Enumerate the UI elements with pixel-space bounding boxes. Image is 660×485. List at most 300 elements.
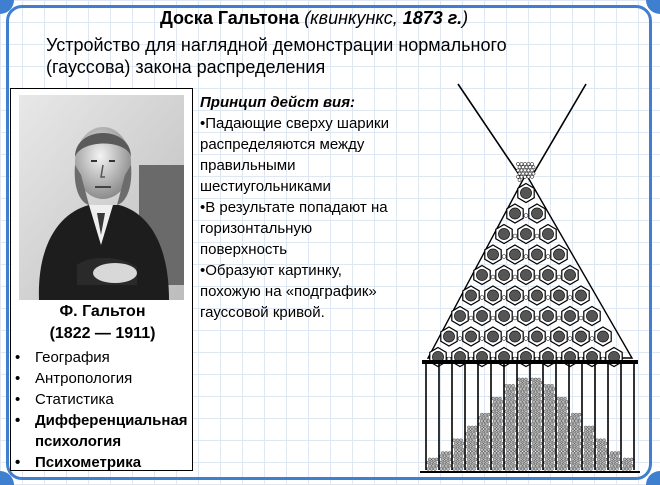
ball xyxy=(565,448,568,451)
ball xyxy=(519,381,522,384)
ball xyxy=(487,458,490,461)
ball xyxy=(584,426,587,429)
ball xyxy=(531,378,534,381)
ball xyxy=(453,445,456,448)
ball xyxy=(551,404,554,407)
hexagon-peg-fill xyxy=(553,331,564,342)
ball xyxy=(443,468,446,471)
ball xyxy=(447,455,450,458)
ball xyxy=(453,455,456,458)
ball xyxy=(596,445,599,448)
ball xyxy=(521,439,524,442)
ball xyxy=(479,439,482,442)
person-name: Ф. Гальтон xyxy=(59,303,146,320)
ball xyxy=(532,436,535,439)
ball xyxy=(590,432,593,435)
ball xyxy=(534,423,537,426)
ball xyxy=(557,445,560,448)
ball xyxy=(523,458,526,461)
ball xyxy=(590,455,593,458)
ball xyxy=(564,423,567,426)
ball xyxy=(560,397,563,400)
ball xyxy=(508,432,511,435)
ball xyxy=(430,461,433,464)
ball xyxy=(493,452,496,455)
ball xyxy=(506,394,509,397)
ball xyxy=(495,432,498,435)
ball xyxy=(578,442,581,445)
ball xyxy=(521,416,524,419)
ball xyxy=(558,426,561,429)
ball xyxy=(491,275,495,279)
ball xyxy=(571,458,574,461)
ball xyxy=(471,464,474,467)
ball xyxy=(461,464,464,467)
ball xyxy=(538,397,541,400)
ball xyxy=(513,448,516,451)
ball xyxy=(453,461,456,464)
ball xyxy=(458,448,461,451)
hexagon-peg-fill xyxy=(575,290,586,301)
ball xyxy=(531,461,534,464)
ball xyxy=(557,416,560,419)
ball xyxy=(480,413,483,416)
ball xyxy=(538,404,541,407)
ball xyxy=(575,426,578,429)
ball xyxy=(546,296,550,300)
ball xyxy=(456,455,459,458)
ball xyxy=(516,162,519,165)
ball xyxy=(526,426,529,429)
ball xyxy=(549,442,552,445)
ball xyxy=(577,455,580,458)
ball xyxy=(570,416,573,419)
ball xyxy=(510,388,513,391)
ball xyxy=(482,468,485,471)
ball xyxy=(521,468,524,471)
ball xyxy=(510,452,513,455)
ball xyxy=(510,464,513,467)
ball xyxy=(558,452,561,455)
ball xyxy=(467,448,470,451)
ball xyxy=(532,381,535,384)
ball xyxy=(549,420,552,423)
ball xyxy=(523,413,526,416)
ball xyxy=(482,416,485,419)
ball xyxy=(525,423,528,426)
ball xyxy=(505,416,508,419)
ball xyxy=(506,464,509,467)
ball xyxy=(484,413,487,416)
ball xyxy=(578,420,581,423)
ball xyxy=(536,452,539,455)
ball xyxy=(558,400,561,403)
hexagon-peg-fill xyxy=(487,290,498,301)
ball xyxy=(497,420,500,423)
ball xyxy=(573,461,576,464)
ball xyxy=(575,442,578,445)
ball xyxy=(497,436,500,439)
ball xyxy=(551,439,554,442)
ball xyxy=(575,452,578,455)
ball xyxy=(622,468,625,471)
ball xyxy=(525,378,528,381)
ball xyxy=(536,442,539,445)
ball xyxy=(492,468,495,471)
ball xyxy=(599,445,602,448)
ball xyxy=(549,448,552,451)
ball xyxy=(506,442,509,445)
ball xyxy=(547,439,550,442)
ball xyxy=(471,426,474,429)
ball xyxy=(544,468,547,471)
ball xyxy=(565,400,568,403)
ball xyxy=(493,429,496,432)
ball xyxy=(467,442,470,445)
ball xyxy=(623,458,626,461)
ball xyxy=(588,452,591,455)
ball xyxy=(575,420,578,423)
ball xyxy=(570,455,573,458)
ball xyxy=(545,429,548,432)
ball xyxy=(536,394,539,397)
ball xyxy=(428,464,431,467)
ball xyxy=(583,455,586,458)
ball xyxy=(562,458,565,461)
ball xyxy=(591,448,594,451)
ball xyxy=(584,442,587,445)
ball xyxy=(525,439,528,442)
hexagon-peg-fill xyxy=(542,310,553,321)
ball xyxy=(591,452,594,455)
ball xyxy=(482,423,485,426)
ball xyxy=(532,394,535,397)
ball xyxy=(508,445,511,448)
ball xyxy=(545,388,548,391)
ball xyxy=(526,448,529,451)
ball xyxy=(544,439,547,442)
ball xyxy=(532,458,535,461)
ball xyxy=(505,461,508,464)
ball xyxy=(552,429,555,432)
ball xyxy=(500,400,503,403)
ball xyxy=(499,445,502,448)
ball xyxy=(565,458,568,461)
ball xyxy=(588,436,591,439)
ball xyxy=(558,448,561,451)
ball xyxy=(562,420,565,423)
ball xyxy=(497,448,500,451)
ball xyxy=(590,445,593,448)
ball xyxy=(536,426,539,429)
ball xyxy=(577,468,580,471)
ball xyxy=(448,464,451,467)
ball xyxy=(512,432,515,435)
ball xyxy=(441,464,444,467)
ball xyxy=(570,439,573,442)
ball xyxy=(508,455,511,458)
ball xyxy=(577,423,580,426)
ball xyxy=(506,420,509,423)
ball xyxy=(521,432,524,435)
hexagon-peg-fill xyxy=(597,331,608,342)
field-item: • География xyxy=(11,347,194,368)
ball xyxy=(557,275,561,279)
ball xyxy=(523,442,526,445)
ball xyxy=(474,426,477,429)
ball xyxy=(564,445,567,448)
ball xyxy=(454,442,457,445)
ball xyxy=(531,423,534,426)
ball xyxy=(610,452,613,455)
ball xyxy=(524,214,528,218)
ball xyxy=(512,416,515,419)
ball xyxy=(497,464,500,467)
ball xyxy=(513,458,516,461)
ball xyxy=(532,464,535,467)
ball xyxy=(484,448,487,451)
ball xyxy=(518,404,521,407)
ball xyxy=(512,391,515,394)
ball xyxy=(499,416,502,419)
ball xyxy=(575,429,578,432)
ball xyxy=(545,452,548,455)
ball xyxy=(505,391,508,394)
ball xyxy=(528,166,531,169)
ball xyxy=(508,404,511,407)
ball xyxy=(479,461,482,464)
ball xyxy=(590,439,593,442)
ball xyxy=(599,468,602,471)
ball xyxy=(578,429,581,432)
ball xyxy=(539,426,542,429)
hexagon-peg-fill xyxy=(553,249,564,260)
ball xyxy=(492,397,495,400)
ball xyxy=(531,416,534,419)
ball xyxy=(551,432,554,435)
ball xyxy=(603,439,606,442)
ball xyxy=(596,439,599,442)
ball xyxy=(523,452,526,455)
ball xyxy=(601,448,604,451)
ball xyxy=(520,162,523,165)
ball xyxy=(616,461,619,464)
ball xyxy=(495,468,498,471)
ball xyxy=(552,400,555,403)
ball xyxy=(596,455,599,458)
ball xyxy=(508,461,511,464)
ball xyxy=(453,468,456,471)
ball xyxy=(487,442,490,445)
ball xyxy=(506,426,509,429)
ball xyxy=(493,420,496,423)
ball xyxy=(545,394,548,397)
ball xyxy=(547,384,550,387)
ball xyxy=(557,439,560,442)
ball xyxy=(564,410,567,413)
ball xyxy=(544,404,547,407)
ball xyxy=(519,420,522,423)
ball xyxy=(601,452,604,455)
ball xyxy=(538,384,541,387)
ball xyxy=(500,436,503,439)
ball xyxy=(532,452,535,455)
ball xyxy=(447,461,450,464)
ball xyxy=(536,420,539,423)
ball xyxy=(510,458,513,461)
ball xyxy=(512,397,515,400)
ball xyxy=(471,436,474,439)
ball xyxy=(531,391,534,394)
ball xyxy=(513,420,516,423)
ball xyxy=(467,458,470,461)
ball xyxy=(491,316,495,320)
ball xyxy=(495,397,498,400)
ball xyxy=(557,468,560,471)
ball xyxy=(557,461,560,464)
hexagon-peg-fill xyxy=(498,269,509,280)
ball xyxy=(505,410,508,413)
ball xyxy=(591,436,594,439)
ball xyxy=(591,426,594,429)
ball xyxy=(577,416,580,419)
ball xyxy=(549,400,552,403)
ball xyxy=(526,429,529,432)
slide-subtitle: Устройство для наглядной демонстрации нормального (гауссова) закона распределения xyxy=(46,35,507,77)
ball xyxy=(521,404,524,407)
ball xyxy=(590,337,594,341)
ball xyxy=(510,436,513,439)
ball xyxy=(493,458,496,461)
ball xyxy=(560,461,563,464)
ball xyxy=(487,464,490,467)
ball xyxy=(544,391,547,394)
ball xyxy=(588,429,591,432)
ball xyxy=(461,452,464,455)
ball xyxy=(492,461,495,464)
ball xyxy=(497,429,500,432)
ball xyxy=(571,413,574,416)
ball xyxy=(545,407,548,410)
ball xyxy=(523,394,526,397)
ball xyxy=(456,461,459,464)
ball xyxy=(440,455,443,458)
ball xyxy=(538,378,541,381)
ball xyxy=(539,413,542,416)
ball xyxy=(466,445,469,448)
ball xyxy=(467,452,470,455)
ball xyxy=(573,445,576,448)
ball xyxy=(526,436,529,439)
ball xyxy=(539,394,542,397)
hexagon-peg-fill xyxy=(454,310,465,321)
ball xyxy=(520,169,523,172)
ball xyxy=(564,468,567,471)
ball xyxy=(473,445,476,448)
ball xyxy=(531,432,534,435)
ball xyxy=(588,426,591,429)
ball xyxy=(443,455,446,458)
ball xyxy=(560,410,563,413)
ball xyxy=(534,397,537,400)
ball xyxy=(534,432,537,435)
ball xyxy=(486,416,489,419)
ball xyxy=(552,426,555,429)
ball xyxy=(590,468,593,471)
ball xyxy=(560,404,563,407)
ball xyxy=(560,445,563,448)
ball xyxy=(545,442,548,445)
ball xyxy=(552,452,555,455)
ball xyxy=(583,445,586,448)
field-item: • Психометрика xyxy=(11,452,194,473)
ball xyxy=(573,468,576,471)
ball xyxy=(469,316,473,320)
ball xyxy=(586,461,589,464)
ball xyxy=(458,464,461,467)
hexagon-peg-fill xyxy=(520,310,531,321)
ball xyxy=(516,169,519,172)
ball xyxy=(473,468,476,471)
ball xyxy=(519,413,522,416)
ball xyxy=(495,445,498,448)
hexagon-peg-fill xyxy=(498,228,509,239)
ball xyxy=(551,397,554,400)
ball xyxy=(448,458,451,461)
ball xyxy=(557,404,560,407)
ball xyxy=(526,394,529,397)
title-sub-close: ) xyxy=(462,8,469,28)
ball xyxy=(521,172,524,175)
hexagon-peg-fill xyxy=(586,310,597,321)
ball xyxy=(479,455,482,458)
ball xyxy=(560,423,563,426)
ball xyxy=(487,436,490,439)
ball xyxy=(487,420,490,423)
ball xyxy=(510,420,513,423)
ball xyxy=(562,400,565,403)
ball xyxy=(480,458,483,461)
ball xyxy=(512,461,515,464)
ball xyxy=(525,432,528,435)
ball xyxy=(445,464,448,467)
ball xyxy=(493,413,496,416)
ball xyxy=(549,388,552,391)
ball xyxy=(534,468,537,471)
ball xyxy=(591,458,594,461)
ball xyxy=(524,296,528,300)
ball xyxy=(538,468,541,471)
ball xyxy=(584,452,587,455)
ball xyxy=(584,429,587,432)
ball xyxy=(518,423,521,426)
ball xyxy=(564,404,567,407)
ball xyxy=(551,416,554,419)
ball xyxy=(469,445,472,448)
ball xyxy=(500,464,503,467)
ball xyxy=(603,468,606,471)
ball xyxy=(492,423,495,426)
ball xyxy=(538,445,541,448)
principle-title: Принцип дейст вия: xyxy=(200,94,356,111)
ball xyxy=(539,400,542,403)
ball xyxy=(525,397,528,400)
ball xyxy=(557,432,560,435)
ball xyxy=(484,458,487,461)
ball xyxy=(575,464,578,467)
ball xyxy=(591,429,594,432)
ball xyxy=(497,407,500,410)
